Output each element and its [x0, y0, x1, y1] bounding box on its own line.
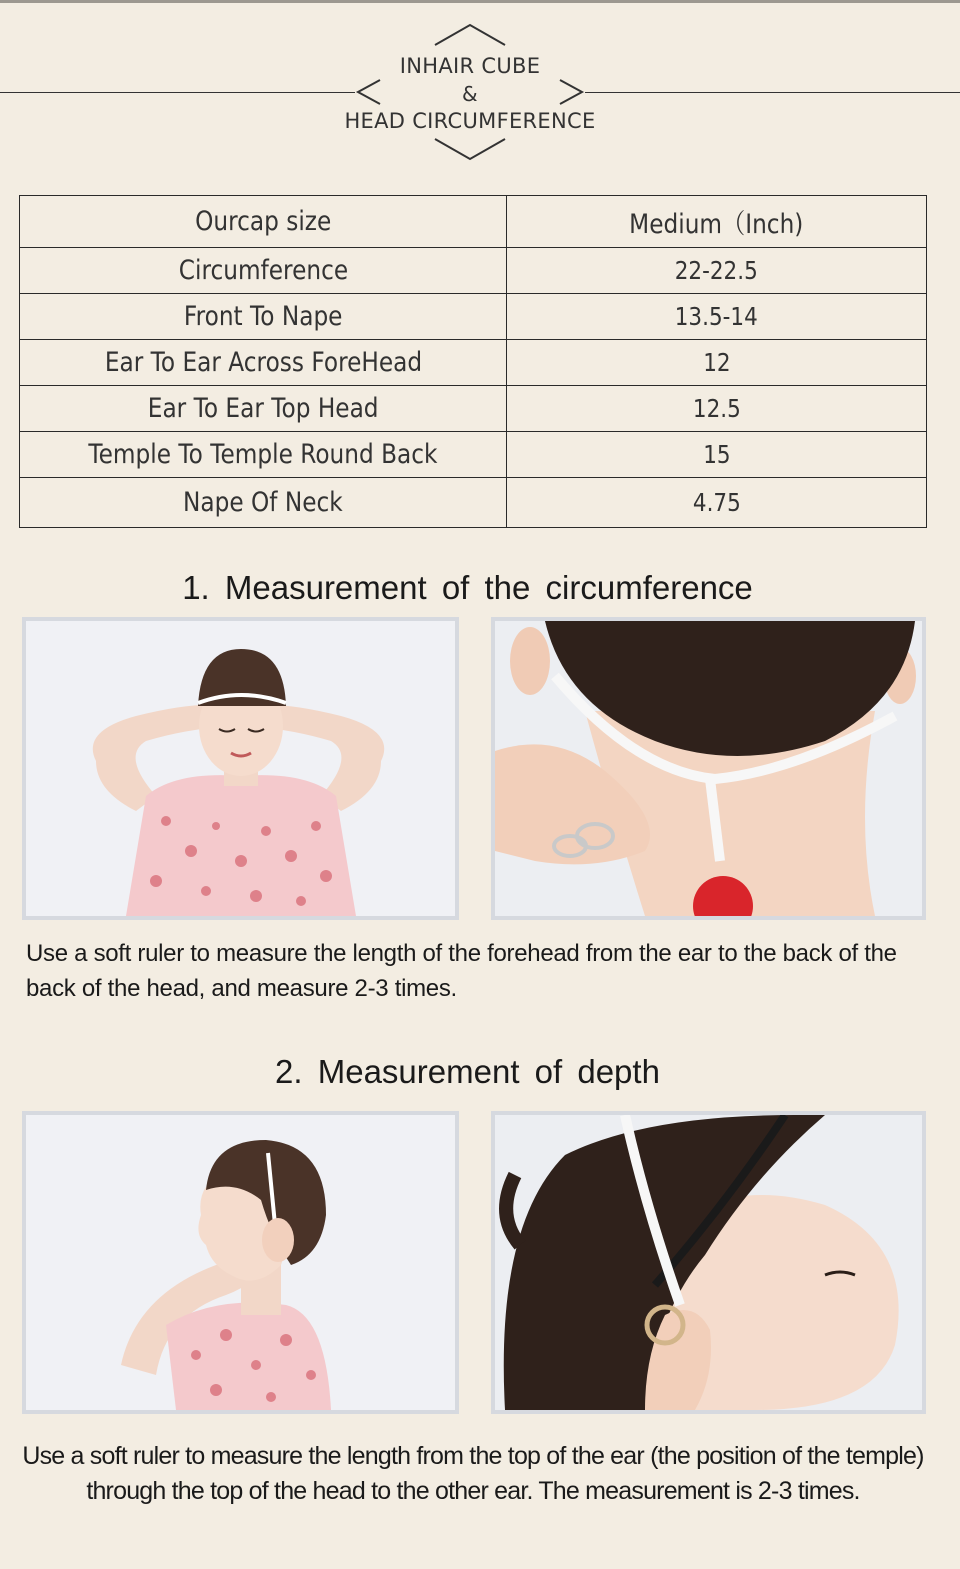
- table-row: [20, 294, 927, 340]
- table-header-row: [20, 196, 927, 248]
- table-cell-label: Front To Nape: [20, 294, 507, 340]
- size-table: [19, 195, 927, 528]
- table-cell-label: Ourcap size: [20, 196, 507, 248]
- table-cell-label: Circumference: [20, 248, 507, 294]
- section-title-depth: 2. Measurement of depth: [275, 1053, 660, 1090]
- header-rule-left: [0, 92, 355, 93]
- table-row: [20, 432, 927, 478]
- table-cell-label: Temple To Temple Round Back: [20, 432, 507, 478]
- photo-depth-closeup: [491, 1111, 926, 1414]
- table-cell-label: Ear To Ear Across ForeHead: [20, 340, 507, 386]
- header-subtitle: HEAD CIRCUMFERENCE: [344, 109, 596, 133]
- photo-circumference-front: [22, 617, 459, 920]
- header-rule-right: [585, 92, 960, 93]
- table-cell-value: 4.75: [507, 478, 927, 528]
- table-row: [20, 478, 927, 528]
- table-cell-value: 12: [507, 340, 927, 386]
- photo-depth-side: [22, 1111, 459, 1414]
- brand-title: INHAIR CUBE: [399, 54, 541, 78]
- caption-circumference: Use a soft ruler to measure the length of the forehead from the ear to the back of the back of the head, and measure 2-3 times.: [26, 940, 897, 1002]
- section-title-circumference: 1. Measurement of the circumference: [182, 569, 753, 606]
- table-cell-value: 22-22.5: [507, 248, 927, 294]
- caption-depth: Use a soft ruler to measure the length from the top of the ear (the position of the temple) through the top of the head to the other ear. The measurement is 2-3 times.: [22, 1442, 924, 1505]
- table-row: [20, 386, 927, 432]
- ampersand: &: [462, 82, 478, 106]
- table-cell-value: Medium（Inch): [507, 196, 927, 248]
- top-divider: [0, 0, 960, 3]
- table-cell-label: Ear To Ear Top Head: [20, 386, 507, 432]
- table-row: [20, 248, 927, 294]
- table-cell-label: Nape Of Neck: [20, 478, 507, 528]
- table-cell-value: 15: [507, 432, 927, 478]
- table-cell-value: 12.5: [507, 386, 927, 432]
- photo-circumference-back: [491, 617, 926, 920]
- table-row: [20, 340, 927, 386]
- table-cell-value: 13.5-14: [507, 294, 927, 340]
